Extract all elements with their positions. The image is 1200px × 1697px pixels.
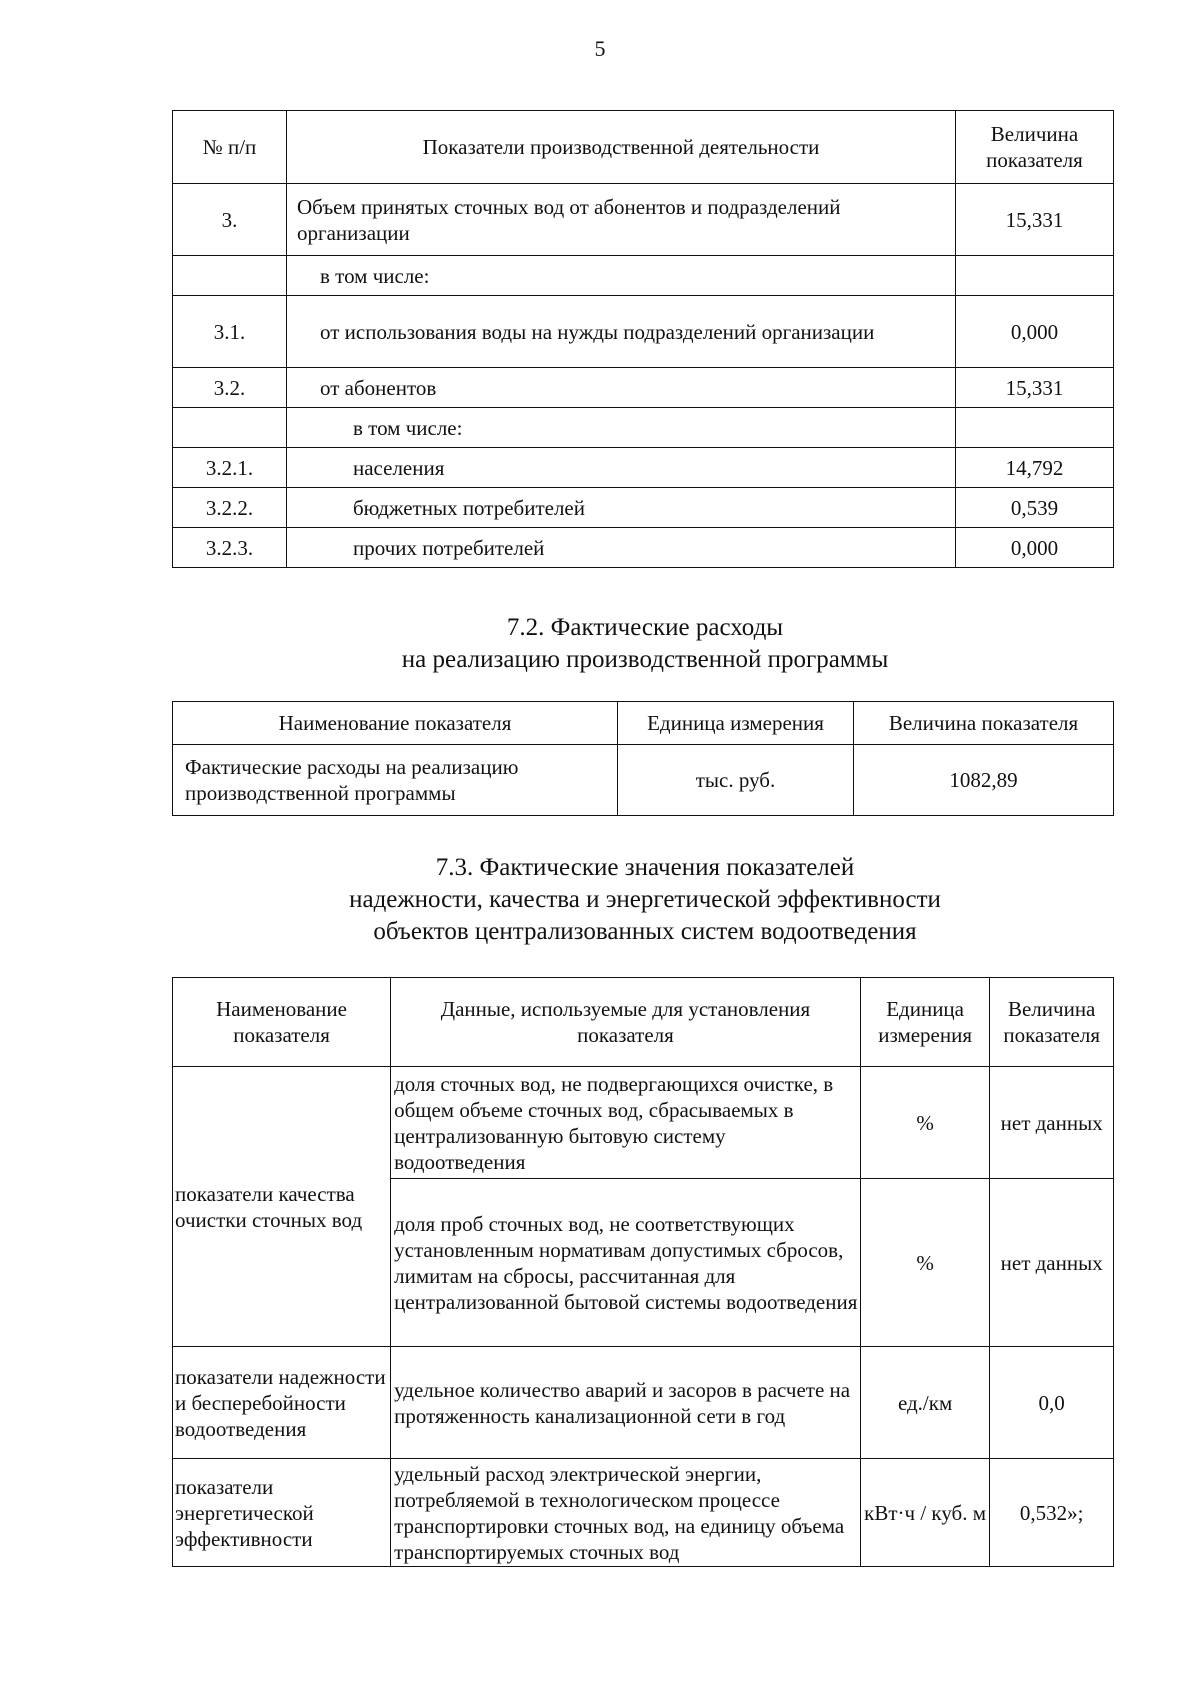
table-row (173, 488, 1114, 528)
row-value: нет данных (990, 1067, 1114, 1179)
heading-line: надежности, качества и энергетической эффективности (349, 886, 941, 913)
row-text: населения (287, 448, 956, 488)
heading-line: 7.2. Фактические расходы (506, 614, 784, 641)
row-desc: удельный расход электрической энергии, потребляемой в технологическом процессе транспортировки сточных вод, на единицу объема транспортируемых сточных вод (391, 1459, 861, 1567)
row-value: 0,532»; (990, 1459, 1114, 1567)
actual-expenses-table (172, 701, 1114, 816)
row-number (173, 256, 287, 296)
table-header-row (173, 978, 1114, 1067)
table-row (173, 184, 1114, 256)
header-value: Величина показателя (854, 702, 1114, 745)
row-value: 0,539 (956, 488, 1114, 528)
row-desc: доля проб сточных вод, не соответствующих установленным нормативам допустимых сбросов, лимитам на сбросы, рассчитанная для централизованной бытовой системы водоотведения (391, 1179, 861, 1347)
row-value: 0,000 (956, 528, 1114, 568)
row-number: 3.2. (173, 368, 287, 408)
table-header-row (173, 702, 1114, 745)
section-7-3-heading (0, 852, 1200, 948)
header-value: Величина показателя (990, 978, 1114, 1067)
section-7-2-heading (0, 612, 1200, 676)
row-text: в том числе: (287, 408, 956, 448)
heading-line: 7.3. Фактические значения показателей (435, 854, 855, 881)
header-unit: Единица измерения (860, 978, 990, 1067)
row-value (956, 256, 1114, 296)
header-unit: Единица измерения (618, 702, 854, 745)
table-row (173, 1067, 1114, 1179)
group-reliability: показатели надежности и бесперебойности водоотведения (173, 1347, 391, 1459)
row-value: 14,792 (956, 448, 1114, 488)
row-unit: тыс. руб. (618, 745, 854, 816)
row-text: от использования воды на нужды подразделений организации (287, 296, 956, 368)
reliability-quality-table (172, 977, 1114, 1567)
heading-line: объектов централизованных систем водоотведения (373, 918, 917, 945)
row-number (173, 408, 287, 448)
row-unit: ед./км (860, 1347, 990, 1459)
row-text: прочих потребителей (287, 528, 956, 568)
header-data: Данные, используемые для установления показателя (391, 978, 861, 1067)
table-header-row (173, 111, 1114, 184)
table-row (173, 448, 1114, 488)
row-value: 1082,89 (854, 745, 1114, 816)
table-row (173, 296, 1114, 368)
header-name: Наименование показателя (173, 978, 391, 1067)
header-value: Величина показателя (956, 111, 1114, 184)
row-text: Объем принятых сточных вод от абонентов и подразделений организации (287, 184, 956, 256)
row-text: в том числе: (287, 256, 956, 296)
row-desc: удельное количество аварий и засоров в расчете на протяженность канализационной сети в год (391, 1347, 861, 1459)
row-unit: кВт·ч / куб. м (860, 1459, 990, 1567)
row-number: 3.1. (173, 296, 287, 368)
table-row (173, 1459, 1114, 1567)
row-value: 15,331 (956, 368, 1114, 408)
row-value (956, 408, 1114, 448)
row-number: 3.2.1. (173, 448, 287, 488)
row-name: Фактические расходы на реализацию производственной программы (173, 745, 618, 816)
group-quality: показатели качества очистки сточных вод (173, 1067, 391, 1347)
row-value: 0,000 (956, 296, 1114, 368)
page-number: 5 (594, 36, 606, 61)
table-row (173, 408, 1114, 448)
row-number: 3.2.2. (173, 488, 287, 528)
row-number: 3.2.3. (173, 528, 287, 568)
row-text: бюджетных потребителей (287, 488, 956, 528)
header-indicator: Показатели производственной деятельности (287, 111, 956, 184)
row-value: 15,331 (956, 184, 1114, 256)
header-number: № п/п (173, 111, 287, 184)
table-row (173, 368, 1114, 408)
row-value: нет данных (990, 1179, 1114, 1347)
table-row (173, 745, 1114, 816)
row-text: от абонентов (287, 368, 956, 408)
production-indicators-table (172, 110, 1114, 568)
row-number: 3. (173, 184, 287, 256)
heading-line: на реализацию производственной программы (401, 646, 889, 673)
table-row (173, 1347, 1114, 1459)
row-unit: % (860, 1179, 990, 1347)
header-name: Наименование показателя (173, 702, 618, 745)
row-desc: доля сточных вод, не подвергающихся очистке, в общем объеме сточных вод, сбрасываемых в централизованную бытовую систему водоотведения (391, 1067, 861, 1179)
table-row (173, 256, 1114, 296)
group-energy: показатели энергетической эффективности (173, 1459, 391, 1567)
row-value: 0,0 (990, 1347, 1114, 1459)
row-unit: % (860, 1067, 990, 1179)
table-row (173, 528, 1114, 568)
